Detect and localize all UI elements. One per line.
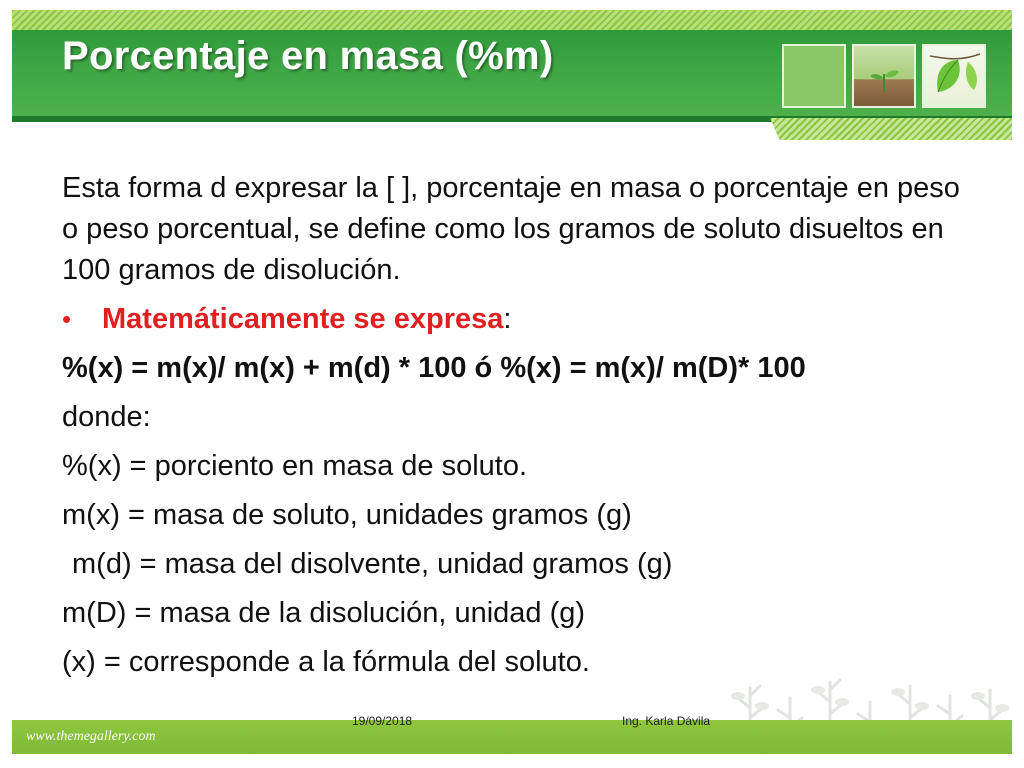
definition-x: (x) = corresponde a la fórmula del soluto. [62,646,590,678]
footer-bar [12,720,1012,754]
bullet-item [62,299,982,340]
definition-m-D: m(D) = masa de la disolución, unidad (g) [62,597,586,629]
bullet-colon: : [503,303,512,335]
formula-line: %(x) = m(x)/ m(x) + m(d) * 100 ó %(x) = m(x)/ m(D)* 100 [62,352,806,384]
definition-percent-x: %(x) = porciento en masa de soluto. [62,450,528,482]
sprout-icon [854,46,914,106]
sprout-thumbnail [852,44,916,108]
header-hatched-strip [12,10,1012,32]
footer-url: www.themegallery.com [26,729,156,744]
donde-label: donde: [62,401,151,433]
definition-m-x: m(x) = masa de soluto, unidades gramos (g) [62,499,632,531]
intro-paragraph: Esta forma d expresar la [ ], porcentaje en masa o porcentaje en peso o peso porcentual, se define como los gramos de soluto disueltos en 100 gramos de disolución. [62,172,960,286]
header-hatched-tab [770,118,1012,140]
footer-date: 19/09/2018 [352,714,413,728]
bullet-marker: • [62,304,72,334]
green-square-thumbnail [782,44,846,108]
footer-author: Ing. Karla Dávila [622,714,711,728]
slide-body [62,168,982,691]
slide-title: Porcentaje en masa (%m) [62,34,554,78]
bullet-text: Matemáticamente se expresa [102,303,504,335]
definition-m-d: m(d) = masa del disolvente, unidad gramos (g) [72,548,673,580]
leaves-thumbnail [922,44,986,108]
leaves-icon [924,46,984,106]
